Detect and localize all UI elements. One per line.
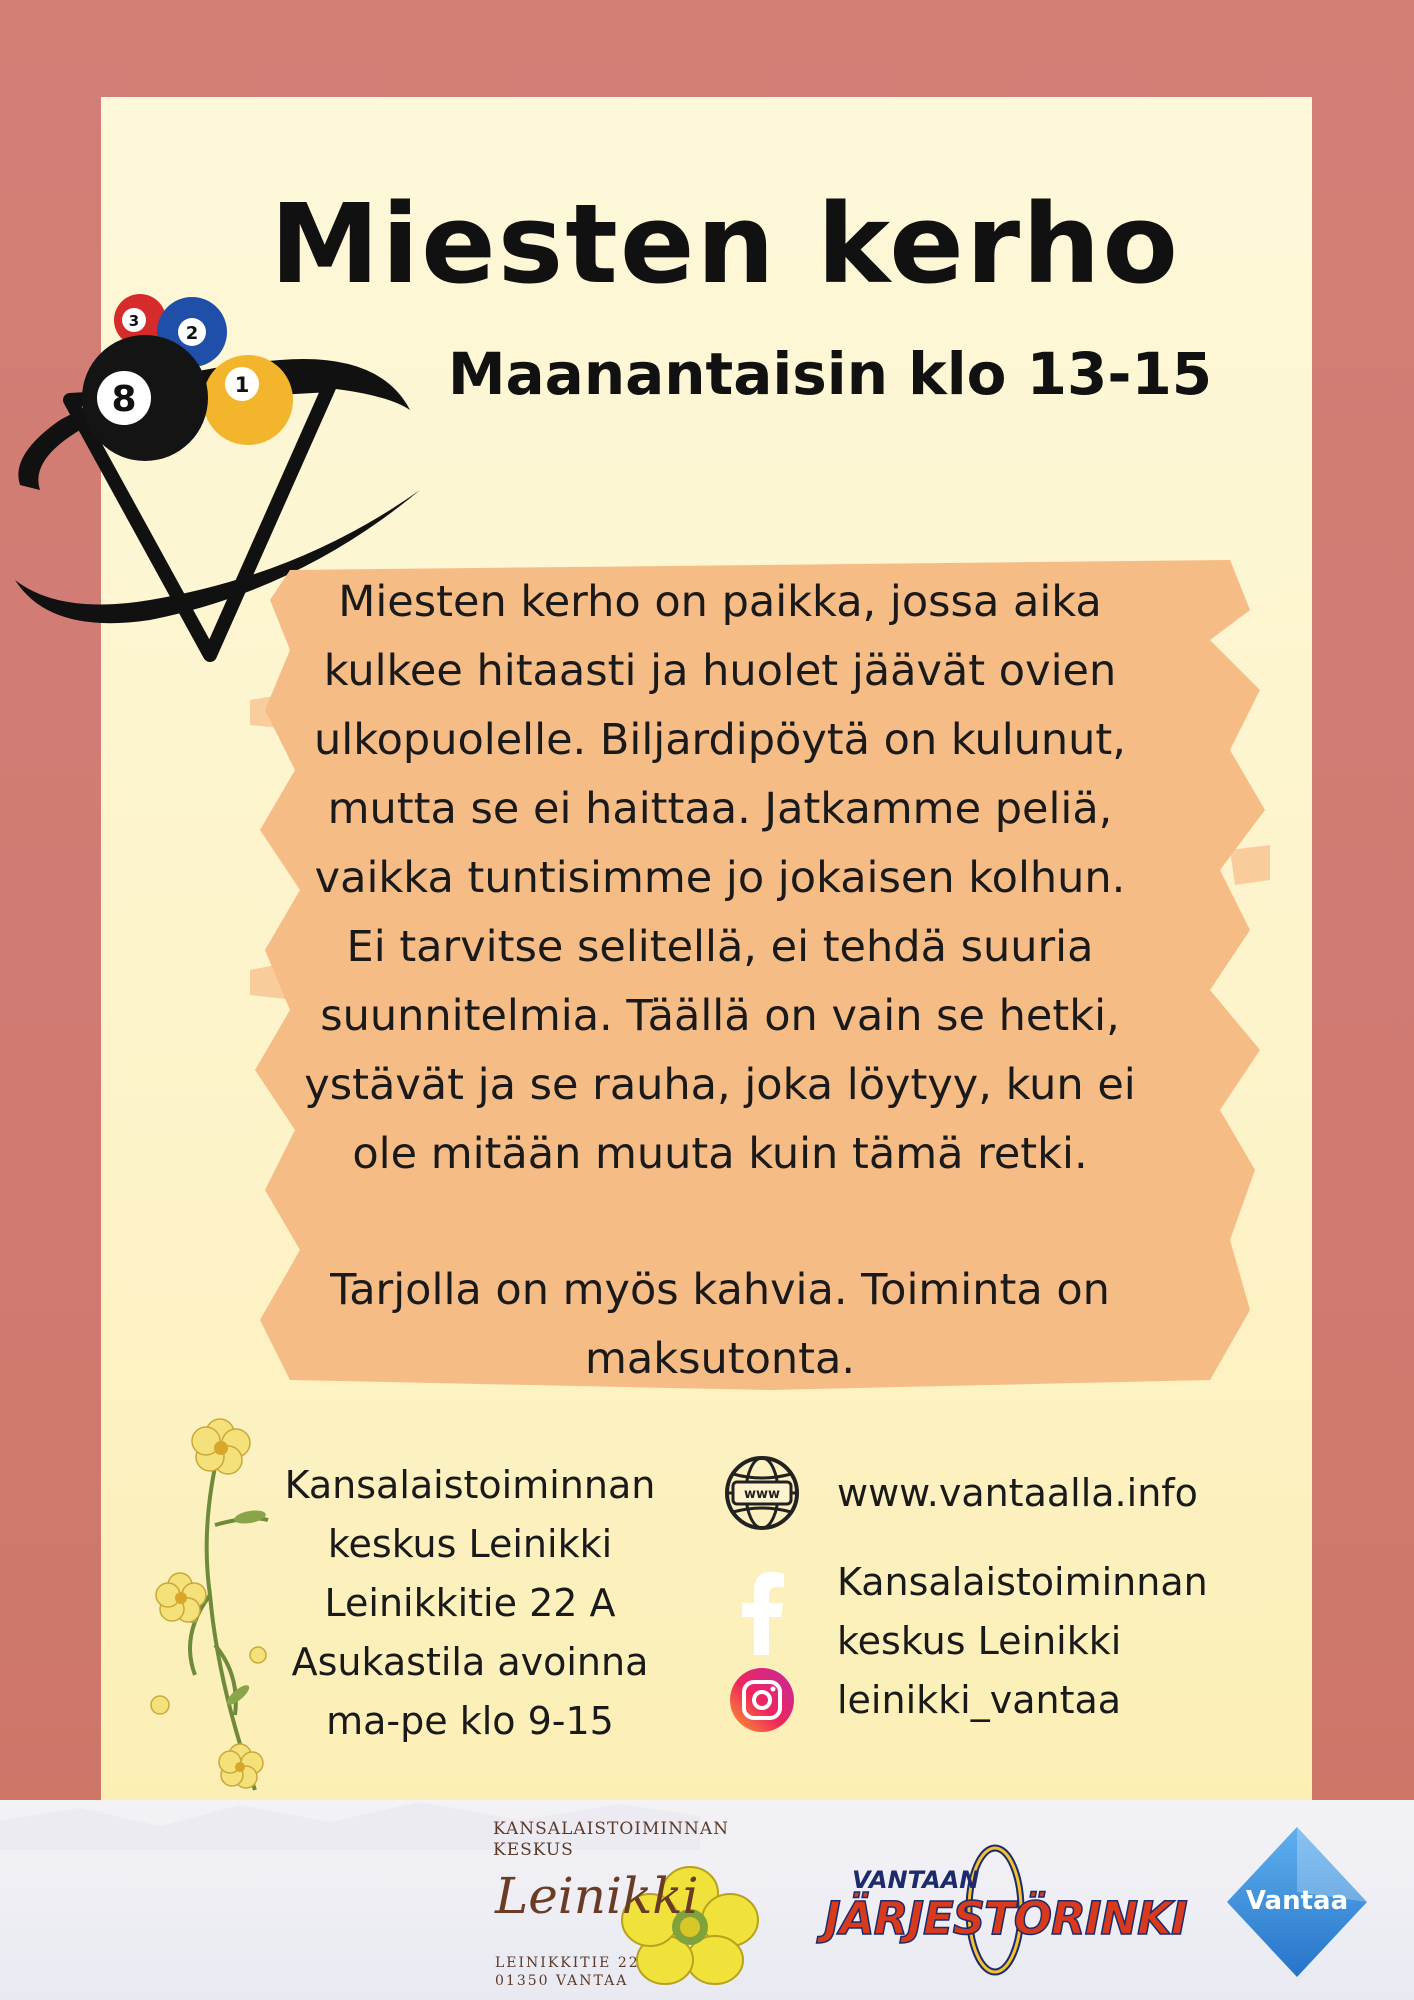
leinikki-logo-script: Leinikki: [495, 1867, 699, 1925]
address-line: keskus Leinikki: [327, 1522, 613, 1566]
page-title: Miesten kerho: [270, 180, 1180, 308]
description-line: mutta se ei haittaa. Jatkamme peliä,: [327, 784, 1113, 834]
address-line: ma-pe klo 9-15: [326, 1699, 614, 1743]
leinikki-logo[interactable]: [490, 1815, 770, 1995]
facebook-icon: [722, 1572, 802, 1652]
vantaa-logo-label: Vantaa: [1245, 1886, 1349, 1916]
svg-text:1: 1: [234, 373, 250, 397]
svg-text:8: 8: [111, 379, 137, 420]
facebook-name-line[interactable]: Kansalaistoiminnan: [837, 1560, 1208, 1604]
instagram-handle[interactable]: leinikki_vantaa: [837, 1677, 1122, 1722]
coffee-line: Tarjolla on myös kahvia. Toiminta on: [330, 1265, 1110, 1315]
ball-1: [203, 355, 293, 445]
leinikki-logo-line2: KESKUS: [493, 1840, 574, 1860]
vantaa-logo[interactable]: [1222, 1822, 1372, 1982]
jarjestorinki-logo[interactable]: [820, 1840, 1187, 1980]
address-block: [240, 1456, 700, 1751]
svg-text:www: www: [743, 1487, 781, 1502]
website-link[interactable]: www.vantaalla.info: [837, 1470, 1198, 1515]
facebook-contact[interactable]: [722, 1553, 1208, 1671]
description-line: ole mitään muuta kuin tämä retki.: [352, 1129, 1088, 1179]
instagram-contact[interactable]: [722, 1660, 1121, 1740]
leinikki-logo-address2: 01350 VANTAA: [495, 1973, 629, 1989]
description-line: Ei tarvitse selitellä, ei tehdä suuria: [346, 922, 1094, 972]
description-line: vaikka tuntisimme jo jokaisen kolhun.: [314, 853, 1126, 903]
description-line: suunnitelmia. Täällä on vain se hetki,: [320, 991, 1120, 1041]
svg-text:2: 2: [185, 323, 199, 344]
globe-icon: [722, 1453, 802, 1533]
coffee-line: maksutonta.: [584, 1334, 856, 1384]
leinikki-logo-address1: LEINIKKITIE 22: [495, 1955, 640, 1971]
jarjestorinki-logo-line2: JÄRJESTÖRINKI: [824, 1892, 1187, 1945]
jarjestorinki-logo-line1: VANTAAN: [852, 1866, 980, 1894]
coffee-note: [240, 1256, 1200, 1394]
leinikki-logo-line1: KANSALAISTOIMINNAN: [493, 1819, 730, 1839]
address-line: Leinikkitie 22 A: [324, 1581, 616, 1625]
description-line: kulkee hitaasti ja huolet jäävät ovien: [323, 646, 1117, 696]
ball-8: [82, 335, 208, 461]
website-contact[interactable]: [722, 1453, 1198, 1533]
instagram-icon: [722, 1660, 802, 1740]
facebook-name-line[interactable]: keskus Leinikki: [837, 1619, 1122, 1663]
description-line: ystävät ja se rauha, joka löytyy, kun ei: [304, 1060, 1136, 1110]
address-line: Asukastila avoinna: [291, 1640, 649, 1684]
schedule-subtitle: Maanantaisin klo 13-15: [447, 340, 1213, 408]
address-line: Kansalaistoiminnan: [284, 1463, 656, 1507]
description-text: [240, 568, 1200, 1189]
description-line: ulkopuolelle. Biljardipöytä on kulunut,: [314, 715, 1126, 765]
svg-text:3: 3: [128, 312, 140, 330]
description-line: Miesten kerho on paikka, jossa aika: [338, 577, 1102, 627]
